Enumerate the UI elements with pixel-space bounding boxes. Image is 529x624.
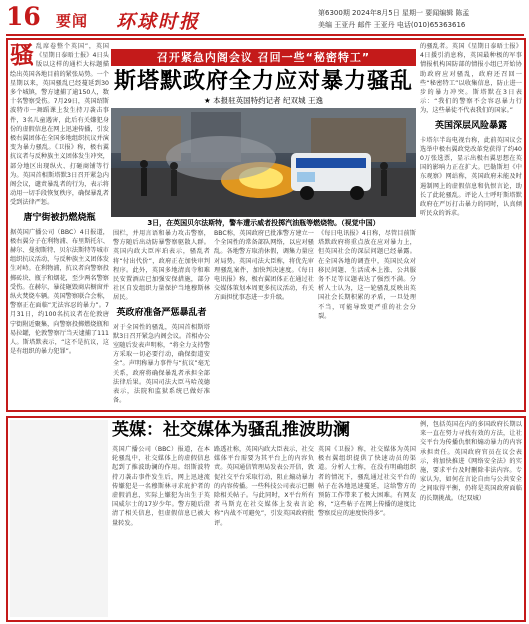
second-paragraph-b: 路透社称，英国内政大臣表示，社交媒体平台需要为其平台上的内容负责。英国通信管理局发表公开信，敦促社交平台采取行动，阻止煽动暴力的内容传播。一些科技公司表示已删除相关帖子。与此同时，X平台所有者马斯克在社交媒体上发表言论称“内战不可避免”，引发英国政府批评。 — [214, 446, 314, 527]
main-column-2 — [113, 229, 210, 406]
masthead-rule — [6, 34, 524, 36]
second-column-2 — [214, 445, 314, 617]
byline — [111, 96, 416, 106]
col2-paragraph-b: 对于全国性的骚乱，英国首相斯塔默3日召开紧急内阁会议。首相办公室随后发表声明称，“将全力支持警方采取一切必要行动，确保街道安全”。声明称暴力事件与“抗议”毫无关系，政府将确保暴乱者承担全部法律后果。英国司法大臣马哈茂德表示，法院和监狱系统已做好准备。 — [113, 323, 210, 405]
lead-drop-char: 骚 — [10, 42, 34, 69]
col3-paragraph: BBC称，英国政府已批准警方建立一个全国性的常备部队网络，以应对骚乱。各地警方取消休假，调集力量应对局势。英国司法大臣称，将优先审理骚乱案件，加快判决速度。《每日电讯报》称，极右翼团体正在通过社交媒体策划本周更多抗议活动，有关方面担忧事态进一步升级。 — [214, 230, 314, 302]
section-label: 要闻 — [56, 12, 89, 30]
photo-caption: 3日，在英国贝尔法斯特，警车遭示威者投掷汽油瓶等燃烧物。（视觉中国） — [147, 219, 380, 227]
newspaper-logo: 环球时报 — [116, 11, 201, 33]
second-left-panel — [10, 420, 108, 617]
second-paragraph-a: 英国广播公司（BBC）报道，在本轮骚乱中，社交媒体上的虚假信息起到了推波助澜的作用。绍斯波特持刀袭击事件发生后，网上迅速流传嫌犯是一名穆斯林寻求庇护者的虚假消息，实际上嫌犯为出生于英国威尔士的17岁少年。警方随后澄清了相关信息，但虚假信息已被大量转发。 — [112, 446, 210, 527]
main-column-3 — [214, 229, 314, 406]
subhead-downing-street: 唐宁街被扔燃烧瓶 — [23, 212, 96, 223]
second-paragraph-d: 例，包括英国在内的多国政府长期以来一直在努力寻找有效的方法，让社交平台为传播仇恨和煽动暴力的内容承担责任。英国政府官员在议会表示，将加快推进《网络安全法》的实施，要求平台及时删除非法内容。专家认为，如何在言论自由与公共安全之间取得平衡，仍将是英国政府面临的长期挑战。（纪双城） — [420, 421, 522, 502]
col4-paragraph: 的骚乱者。英国《星期日泰晤士报》4日援引消息称，英国最种极的军事情报机构国防部的情报小组已开始协助政府应对骚乱，政府还召回一些“秘密特工”以收集信息，防止进一步的暴力冲突。斯塔默在3日表示：“我们的警察不会容忍暴力行为，这些暴徒不代表我们的国家。” — [420, 43, 522, 115]
second-column-1 — [112, 445, 210, 617]
issue-line: 第6300期 2024年8月5日 星期一 要闻编辑 陈孟 — [318, 9, 470, 17]
page-number: 16 — [6, 2, 41, 31]
second-paragraph-c: 英国《卫报》称，社交媒体为英国极右翼组织提供了快速动员的渠道。分析人士称，在没有明确组织者的情况下，骚乱通过社交平台的帖子在各地迅速蔓延，这给警方的预防工作带来了极大困难。有网友称，“这些帖子在网上传播的速度比警察反应的速度快得多”。 — [318, 446, 416, 518]
col2-paragraph: 围栏，并用言语和暴力攻击警察，警方随后出动防暴警察驱散人群。英国内政大臣库珀表示，骚乱者将“付出代价”，政府正在加快审判程序。此外，英国多地清真寺和难民安置酒店已加强安保措施，部分社区自发组织力量保护当地穆斯林居民。 — [113, 230, 210, 302]
riot-photo — [111, 108, 416, 217]
col5-paragraph: 卡塔尔半岛电视台称，此前英国议会选举中极右翼政党改革党获得了约400万张选票，显示出极右翼思想在英国的影响力正在扩大。巴勒斯坦《中东观察》网站称，英国政府未能及时遏制网上的虚假信息和仇恨言论，助长了此轮骚乱。评论人士呼吁斯塔默政府在严厉打击暴力的同时，认真倾听民众的诉求。 — [420, 136, 522, 218]
col4-paragraph-b: 《每日电讯报》4日称，尽管目前斯塔默政府将重点放在应对暴力上，但英国社会的深层问题已经暴露。在全国各地的调查中，英国民众对移民问题、生活成本上涨、公共服务不足等议题表达了强烈不满。分析人士认为，这一轮骚乱反映出英国社会长期积累的矛盾，一旦处理不当，可能导致更严重的社会分裂。 — [318, 230, 416, 320]
main-column-1 — [10, 42, 109, 406]
byline-star-icon: ★ — [204, 96, 211, 105]
headline-banner: 召开紧急内阁会议 召回一些“秘密特工” — [111, 49, 416, 66]
lead-paragraph: 乱席卷整个英国”，英国《星期日泰晤士报》4日头版以这样的通栏大标题描绘出英国各地目前的紧张局势。一个星期以来，英国骚乱已经蔓延到30多个城镇，警方逮捕了逾150人，数十名警察受伤。7月29日，英国绍斯波特市一舞蹈课上发生持刀袭击事件，3名儿童遇害，此后有关嫌犯身份的虚假信息在网上迅速传播，引发极右翼团体在全国多地组织抗议并演变为暴力骚乱。《卫报》称，极右翼抗议者与反种族主义团体发生冲突，部分地区出现纵火、打砸商铺等行为。英国首相斯塔默3日召开紧急内阁会议，谴责暴乱者的行为，表示将动用一切手段恢复秩序，确保暴乱者受到法律严惩。 — [10, 43, 109, 207]
subhead-deep-risks: 英国深层风险暴露 — [434, 120, 507, 131]
masthead — [0, 0, 529, 34]
col1-paragraph: 据英国广播公司（BBC）4日报道，极右翼分子在利物浦、布里斯托尔、赫尔、曼彻斯特、贝尔法斯特等城市组织抗议活动，与反种族主义团体发生对峙。在利物浦，抗议者向警察投掷砖块、瓶子和烟花，至少两名警察受伤。在赫尔，暴徒砸毁商店橱窗并纵火焚烧车辆。英国警察联合会称，警察正在面临“无法容忍的暴力”。7月31日，约100名抗议者在伦敦唐宁街附近聚集，向警察投掷燃烧瓶和易拉罐，伦敦警察厅当天逮捕了111人。斯塔默表示，“这不是抗议，这是有组织的暴力犯罪”。 — [10, 228, 109, 356]
riot-photo-illustration — [111, 108, 416, 217]
second-column-4 — [420, 420, 522, 617]
subhead-punish-rioters: 英政府准备严惩暴乱者 — [116, 307, 207, 318]
main-column-4-lower — [318, 229, 416, 406]
editor-line: 美编 王亚丹 邮件 王亚丹 电话(010)65363616 — [318, 21, 466, 29]
second-column-3 — [318, 445, 416, 617]
main-column-5 — [420, 42, 522, 406]
byline-text: 本报驻英国特约记者 纪双城 王逸 — [213, 96, 323, 105]
second-headline: 英媒：社交媒体为骚乱推波助澜 — [112, 420, 350, 440]
main-headline: 斯塔默政府全力应对暴力骚乱 — [113, 69, 413, 94]
